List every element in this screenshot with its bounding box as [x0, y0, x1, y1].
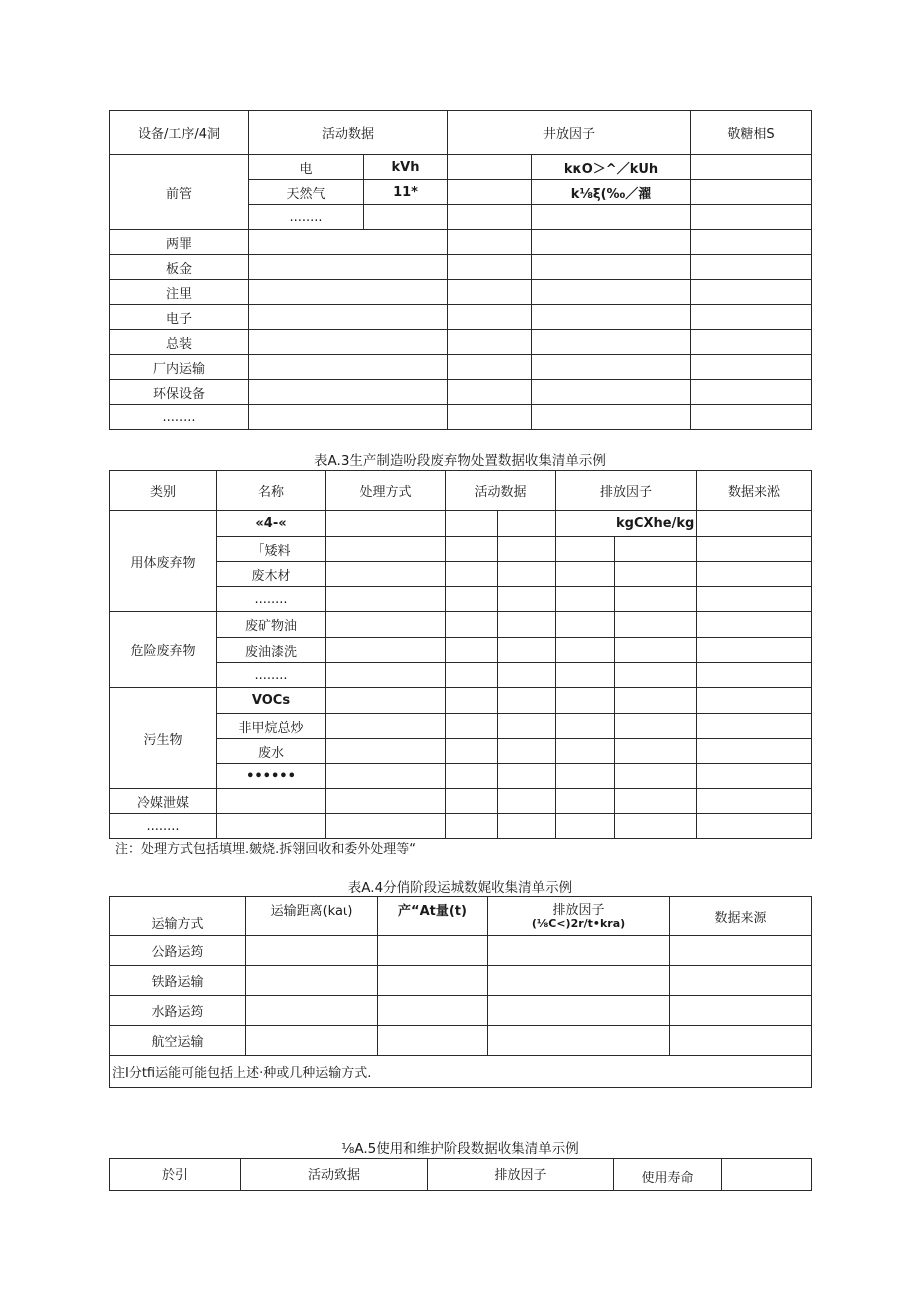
header-quantity: 产“At量(t)	[378, 897, 488, 936]
sub-name: 电	[249, 155, 364, 180]
table-a3	[109, 470, 812, 839]
factor-unit: kκO＞^／kUh	[532, 155, 691, 180]
item-name: 废木材	[217, 562, 326, 587]
table-a5	[109, 1158, 812, 1191]
header-transport-mode: 运输方式	[110, 897, 246, 936]
row-label: ........	[110, 405, 249, 430]
table-a4	[109, 896, 812, 1088]
header-equipment: 设备/工序/4洞	[110, 111, 249, 155]
header-category: 於引	[110, 1159, 241, 1191]
emission-factor-unit: (⅛C<)2r/t•kra)	[531, 916, 626, 930]
item-name: ••••••	[217, 764, 326, 789]
factor-unit: kgCXhe/kg	[556, 511, 697, 537]
header-emission-factor: 井放因子	[448, 111, 691, 155]
row-label: 板金	[110, 255, 249, 280]
item-name: «4-«	[217, 511, 326, 537]
sub-name: ........	[249, 205, 364, 230]
table-a5-title: ⅛A.5使用和维护阶段数据收集清单示例	[341, 1141, 579, 1157]
table-a3-note: 注：处理方式包括填埋.皴烧.拆翎回收和委外处理等“	[115, 842, 416, 857]
header-extra	[722, 1159, 812, 1191]
sub-unit: kVh	[364, 155, 448, 180]
header-activity-data: 活动数据	[446, 471, 556, 511]
sub-unit: 11*	[364, 180, 448, 205]
row-label: 环保设备	[110, 380, 249, 405]
table-a3-title: 表A.3生产制造吩段废弃物处置数据收集清单示例	[314, 453, 606, 469]
item-name: 废水	[217, 739, 326, 764]
table-a2	[109, 110, 812, 430]
item-name: VOCs	[217, 688, 326, 714]
header-source: 敬糖相S	[691, 111, 812, 155]
group-label: 污生物	[110, 688, 217, 789]
row-label: 前管	[110, 155, 249, 230]
table-a4-note: 注I分tfi运能可能包括上述·种或几种运输方式.	[110, 1056, 812, 1088]
group-label: ........	[110, 814, 217, 839]
transport-row: 铁路运输	[110, 966, 246, 996]
header-source: 数据来源	[670, 897, 812, 936]
item-name: ........	[217, 587, 326, 612]
group-label: 危险废弃物	[110, 612, 217, 688]
group-label: 冷媒泄媒	[110, 789, 217, 814]
header-distance: 运输距离(kaι)	[246, 897, 378, 936]
emission-factor-label: 排放因子	[552, 902, 605, 918]
row-label: 厂内运输	[110, 355, 249, 380]
row-label: 电子	[110, 305, 249, 330]
factor-unit: k⅛ξ(‰／濯	[532, 180, 691, 205]
header-name: 名称	[217, 471, 326, 511]
item-name: 废油漆洗	[217, 638, 326, 663]
header-emission-factor	[488, 897, 670, 936]
transport-row: 公路运筠	[110, 936, 246, 966]
header-emission-factor: 排放因子	[556, 471, 697, 511]
item-name: 「矮料	[217, 537, 326, 562]
transport-row: 航空运输	[110, 1026, 246, 1056]
header-treatment: 处理方式	[326, 471, 446, 511]
table-a4-title: 表A.4分俏阶段运城数娓收集清单示例	[347, 880, 573, 896]
row-label: 注里	[110, 280, 249, 305]
header-source: 数据来淞	[697, 471, 812, 511]
header-activity-data: 活动致据	[241, 1159, 428, 1191]
group-label: 用体废弃物	[110, 511, 217, 612]
header-category: 类别	[110, 471, 217, 511]
row-label: 总装	[110, 330, 249, 355]
header-emission-factor: 排放因子	[428, 1159, 614, 1191]
row-label: 两罪	[110, 230, 249, 255]
item-name: ........	[217, 663, 326, 688]
header-service-life: 使用寿命	[614, 1159, 722, 1191]
header-activity-data: 活动数据	[249, 111, 448, 155]
item-name: 废矿物油	[217, 612, 326, 638]
item-name: 非甲烷总炒	[217, 714, 326, 739]
sub-name: 天然气	[249, 180, 364, 205]
transport-row: 水路运筠	[110, 996, 246, 1026]
